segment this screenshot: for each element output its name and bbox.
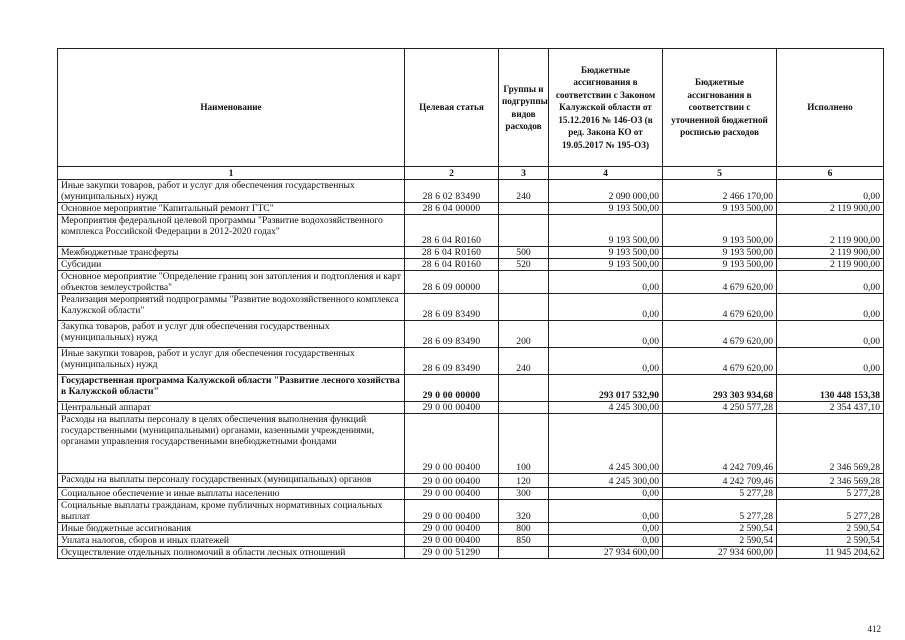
row-name: Субсидии [58,259,405,271]
header-name: Наименование [58,49,405,167]
expense-group [499,402,549,414]
table-body [58,180,884,559]
table-row [58,348,884,375]
expense-group: 300 [499,488,549,500]
executed-amount: 130 448 153,38 [777,375,884,402]
row-name: Осуществление отдельных полномочий в области лесных отношений [58,547,405,559]
table-row [58,488,884,500]
law-allocation: 0,00 [549,535,663,547]
executed-amount: 2 119 900,00 [777,215,884,247]
budget-table [57,48,884,559]
table-row [58,180,884,203]
col-number: 3 [499,167,549,180]
row-name: Основное мероприятие "Капитальный ремонт ГТС" [58,203,405,215]
table-row [58,547,884,559]
table-row [58,294,884,321]
table-row [58,402,884,414]
row-name: Государственная программа Калужской области "Развитие лесного хозяйства в Калужской области" [58,375,405,402]
expense-group: 500 [499,247,549,259]
law-allocation: 0,00 [549,500,663,523]
expense-group [499,294,549,321]
expense-group [499,203,549,215]
executed-amount: 5 277,28 [777,488,884,500]
refined-allocation: 9 193 500,00 [663,215,777,247]
row-name: Расходы на выплаты персоналу государственных (муниципальных) органов [58,474,405,488]
executed-amount: 2 119 900,00 [777,259,884,271]
executed-amount: 2 354 437,10 [777,402,884,414]
row-name: Социальное обеспечение и иные выплаты населению [58,488,405,500]
col-number: 4 [549,167,663,180]
col-number: 6 [777,167,884,180]
law-allocation: 0,00 [549,321,663,348]
law-allocation: 9 193 500,00 [549,203,663,215]
row-name: Иные закупки товаров, работ и услуг для обеспечения государственных (муниципальных) нужд [58,180,405,203]
expense-group: 800 [499,523,549,535]
row-name: Закупка товаров, работ и услуг для обеспечения государственных (муниципальных) нужд [58,321,405,348]
executed-amount: 2 119 900,00 [777,247,884,259]
expense-group: 520 [499,259,549,271]
row-name: Расходы на выплаты персоналу в целях обеспечения выполнения функций государственными (муниципальными) органами, казенными учреждениями, органами управления государственными внебюджетными фондами [58,414,405,474]
row-name: Межбюджетные трансферты [58,247,405,259]
target-article: 29 0 00 00400 [405,500,499,523]
refined-allocation: 9 193 500,00 [663,259,777,271]
table-row [58,375,884,402]
refined-allocation: 293 303 934,68 [663,375,777,402]
expense-group [499,215,549,247]
target-article: 28 6 09 83490 [405,294,499,321]
refined-allocation: 9 193 500,00 [663,247,777,259]
expense-group: 240 [499,180,549,203]
law-allocation: 9 193 500,00 [549,215,663,247]
executed-amount: 0,00 [777,348,884,375]
law-allocation: 0,00 [549,294,663,321]
executed-amount: 2 346 569,28 [777,474,884,488]
refined-allocation: 2 590,54 [663,535,777,547]
header-article: Целевая статья [405,49,499,167]
row-name: Реализация мероприятий подпрограммы "Развитие водохозяйственного комплекса Калужской области" [58,294,405,321]
executed-amount: 0,00 [777,180,884,203]
expense-group: 850 [499,535,549,547]
row-name: Центральный аппарат [58,402,405,414]
expense-group: 120 [499,474,549,488]
target-article: 28 6 09 83490 [405,321,499,348]
refined-allocation: 4 679 620,00 [663,348,777,375]
expense-group [499,547,549,559]
expense-group [499,271,549,294]
row-name: Иные бюджетные ассигнования [58,523,405,535]
refined-allocation: 5 277,28 [663,500,777,523]
header-refined-allocations: Бюджетные ассигнования в соответствии с уточненной бюджетной росписью расходов [663,49,777,167]
header-row [58,49,884,167]
target-article: 29 0 00 00000 [405,375,499,402]
refined-allocation: 9 193 500,00 [663,203,777,215]
row-name: Иные закупки товаров, работ и услуг для обеспечения государственных (муниципальных) нужд [58,348,405,375]
law-allocation: 2 090 000,00 [549,180,663,203]
refined-allocation: 27 934 600,00 [663,547,777,559]
target-article: 28 6 09 83490 [405,348,499,375]
refined-allocation: 4 679 620,00 [663,321,777,348]
target-article: 28 6 04 R0160 [405,215,499,247]
law-allocation: 0,00 [549,348,663,375]
table-row [58,215,884,247]
executed-amount: 2 119 900,00 [777,203,884,215]
target-article: 29 0 00 00400 [405,414,499,474]
table-row [58,535,884,547]
page-number: 412 [867,624,881,634]
refined-allocation: 4 679 620,00 [663,271,777,294]
law-allocation: 4 245 300,00 [549,414,663,474]
executed-amount: 2 590,54 [777,523,884,535]
executed-amount: 0,00 [777,294,884,321]
table-row [58,247,884,259]
target-article: 28 6 04 R0160 [405,259,499,271]
row-name: Уплата налогов, сборов и иных платежей [58,535,405,547]
table-row [58,321,884,348]
target-article: 29 0 00 00400 [405,488,499,500]
target-article: 28 6 09 00000 [405,271,499,294]
law-allocation: 0,00 [549,488,663,500]
table-row [58,500,884,523]
law-allocation: 9 193 500,00 [549,247,663,259]
col-number: 5 [663,167,777,180]
row-name: Основное мероприятие "Определение границ зон затопления и подтопления и карт объектов землеустройства" [58,271,405,294]
table-row [58,203,884,215]
executed-amount: 0,00 [777,271,884,294]
law-allocation: 27 934 600,00 [549,547,663,559]
refined-allocation: 5 277,28 [663,488,777,500]
target-article: 28 6 04 R0160 [405,247,499,259]
table-row [58,523,884,535]
law-allocation: 4 245 300,00 [549,474,663,488]
refined-allocation: 4 679 620,00 [663,294,777,321]
header-executed: Исполнено [777,49,884,167]
law-allocation: 0,00 [549,271,663,294]
table-row [58,414,884,474]
expense-group: 320 [499,500,549,523]
law-allocation: 0,00 [549,523,663,535]
column-number-row [58,167,884,180]
law-allocation: 9 193 500,00 [549,259,663,271]
expense-group: 100 [499,414,549,474]
refined-allocation: 2 466 170,00 [663,180,777,203]
executed-amount: 2 346 569,28 [777,414,884,474]
target-article: 29 0 00 00400 [405,523,499,535]
header-law-allocations: Бюджетные ассигнования в соответствии с Законом Калужской области от 15.12.2016 № 146-ОЗ (в ред. Закона КО от 19.05.2017 № 195-ОЗ) [549,49,663,167]
row-name: Мероприятия федеральной целевой программы "Развитие водохозяйственного комплекса Российской Федерации в 2012-2020 годах" [58,215,405,247]
row-name: Социальные выплаты гражданам, кроме публичных нормативных социальных выплат [58,500,405,523]
target-article: 28 6 04 00000 [405,203,499,215]
col-number: 2 [405,167,499,180]
target-article: 29 0 00 00400 [405,535,499,547]
header-groups: Группы и подгруппы видов расходов [499,49,549,167]
table-row [58,259,884,271]
refined-allocation: 4 242 709,46 [663,474,777,488]
refined-allocation: 4 242 709,46 [663,414,777,474]
target-article: 29 0 00 51290 [405,547,499,559]
executed-amount: 11 945 204,62 [777,547,884,559]
target-article: 29 0 00 00400 [405,474,499,488]
law-allocation: 4 245 300,00 [549,402,663,414]
target-article: 28 6 02 83490 [405,180,499,203]
executed-amount: 2 590,54 [777,535,884,547]
expense-group: 200 [499,321,549,348]
refined-allocation: 4 250 577,28 [663,402,777,414]
target-article: 29 0 00 00400 [405,402,499,414]
law-allocation: 293 017 532,90 [549,375,663,402]
table-row [58,474,884,488]
expense-group [499,375,549,402]
table-row [58,271,884,294]
col-number: 1 [58,167,405,180]
executed-amount: 0,00 [777,321,884,348]
executed-amount: 5 277,28 [777,500,884,523]
expense-group: 240 [499,348,549,375]
refined-allocation: 2 590,54 [663,523,777,535]
